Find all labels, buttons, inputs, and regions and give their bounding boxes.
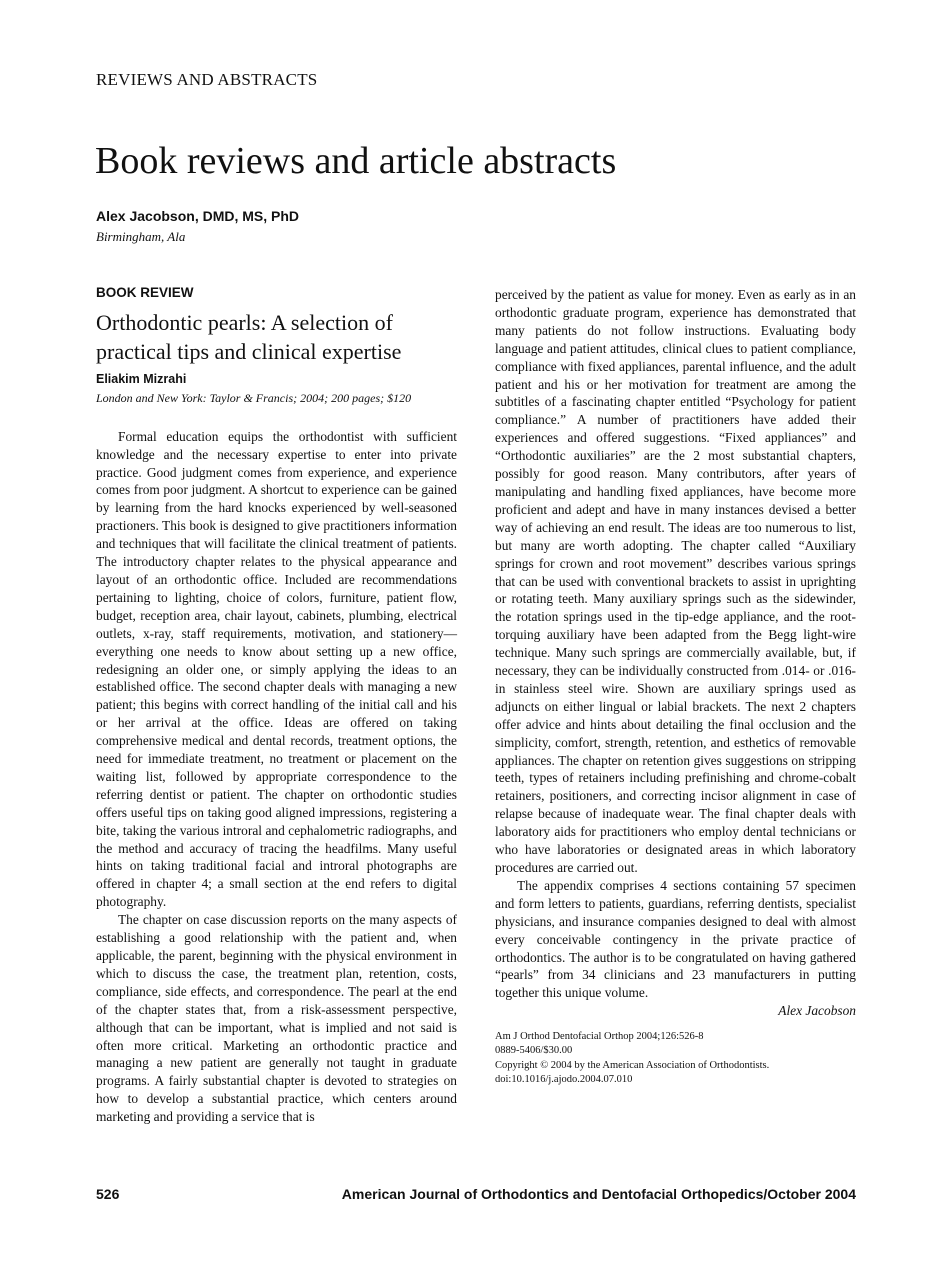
doi-link[interactable]: doi:10.1016/j.ajodo.2004.07.010 <box>495 1073 633 1085</box>
page-number: 526 <box>96 1186 120 1202</box>
left-column <box>96 284 457 1126</box>
column-author: Alex Jacobson, DMD, MS, PhD <box>96 208 300 224</box>
citation-block <box>495 1030 856 1087</box>
section-label: REVIEWS AND ABSTRACTS <box>96 70 318 89</box>
publication-info: London and New York: Taylor & Francis; 2004; 200 pages; $120 <box>96 390 412 405</box>
copyright-line: Copyright © 2004 by the American Association of Orthodontists. <box>495 1059 770 1071</box>
issn-price: 0889-5406/$30.00 <box>495 1045 573 1057</box>
review-paragraph: The appendix comprises 4 sections containing 57 specimen and form letters to patients, guardians, referring dentists, specialist physicians, and insurance companies designed to deal with almost every conceivable contingency in the private practice of orthodontics. The author is to be congratulated on having gathered “pearls” from 34 clinicians and 23 manufacturers in putting together this unique volume. <box>495 877 856 1001</box>
review-paragraph: perceived by the patient as value for money. Even as early as in an orthodontic graduate program, experience has demonstrated that many patients do not follow instructions. Evaluating body language and patient attitudes, clinical clues to patient compliance, compliance with fixed appliances, parental influence, and the adult patient and his or her motivation for treatment are among the subtitles of a fascinating chapter entitled “Psychology for patient compliance.” A number of practitioners have added their experiences and offered suggestions. “Fixed appliances” and “Orthodontic auxiliaries” are the 2 most substantial chapters, possibly for good reason. Many contributors, after years of manipulating and handling fixed appliances, have become more proficient and adept and have in many instances devised a better way of achieving an end result. The ideas are too numerous to list, but many are worth adopting. The chapter called “Auxiliary springs for crown and root movement” describes various springs that can be used with conventional brackets to assist in uprighting or rotating teeth. Many auxiliary springs such as the sidewinder, the rotation springs used in the tip-edge appliance, and the root-torquing auxiliary have been adapted from the Begg light-wire technique. Many such springs are commercially available, but, if necessary, they can be individually constructed from .014- or .016-in stainless steel wire. Shown are auxiliary springs used as adjuncts on either lingual or labial brackets. The next 2 chapters offer advice and hints about detailing the final occlusion and the simplicity, comfort, strength, retention, and esthetics of removable appliances. The chapter on retention gives suggestions on stripping teeth, types of retainers including prefinishing and chrome-cobalt retainers, positioners, and correcting incisor alignment in case of relapse because of inadequate wear. The final chapter deals with laboratory aids for practitioners who employ dental technicians or who have laboratories or designated areas in which laboratory procedures are carried out. <box>495 287 856 875</box>
review-paragraph: Formal education equips the orthodontist with sufficient knowledge and the necessary expertise to enter into private practice. Good judgment comes from experience, and experience comes from poor judgment. A shortcut to experience can be gained by learning from the hard knocks experienced by well-seasoned practioners. This book is designed to give practitioners information and techniques that will facilitate the clinical treatment of patients. The introductory chapter relates to the physical appearance and layout of an orthodontic office. Included are recommendations pertaining to lighting, choice of colors, furniture, patient flow, budget, reception area, chair layout, cabinets, plumbing, electrical outlets, x-ray, staff requirements, motivation, and stationery—everything one needs to know about setting up a new office, redesigning an older one, or simply applying the ideas to an established office. The second chapter deals with managing a new patient; this begins with correct handling of the initial call and his or her arrival at the office. Ideas are offered on taking comprehensive medical and dental records, treatment options, the need for immediate treatment, no treatment or placement on the waiting list, followed by appropriate correspondence to the referring dentist or patient. The chapter on orthodontic studies offers useful tips on taking good aligned impressions, registering a bite, taking the various introral and cephalometric radiographs, and the method and accuracy of tracing the headfilms. Many useful hints on taking traditional facial and introral photographs are offered in chapter 4; a small section at the end refers to digital photography. <box>96 428 457 910</box>
review-kicker: BOOK REVIEW <box>96 285 194 300</box>
review-paragraph: The chapter on case discussion reports on the many aspects of establishing a good relationship with the patient and, when applicable, the parent, beginning with the physical environment in which to discuss the case, the treatment plan, retention, costs, compliance, side effects, and correspondence. The pearl at the end of the chapter states that, from a risk-assessment perspective, although that can be important, what is implied and not said is often more critical. Marketing an orthodontic practice and managing a new patient are generally not taught in graduate programs. A fairly substantial chapter is devoted to strategies on how to develop a substantial practice, which centers around marketing and providing a service that is <box>96 912 457 1125</box>
book-author: Eliakim Mizrahi <box>96 371 187 386</box>
page-title: Book reviews and article abstracts <box>95 140 617 182</box>
author-affiliation: Birmingham, Ala <box>96 229 186 244</box>
journal-reference: Am J Orthod Dentofacial Orthop 2004;126:526-8 <box>495 1031 704 1043</box>
review-title: Orthodontic pearls: A selection of practical tips and clinical expertise <box>96 309 402 364</box>
journal-footer: American Journal of Orthodontics and Dentofacial Orthopedics/October 2004 <box>341 1186 856 1202</box>
reviewer-signature: Alex Jacobson <box>778 1003 856 1019</box>
right-column <box>495 286 856 1087</box>
